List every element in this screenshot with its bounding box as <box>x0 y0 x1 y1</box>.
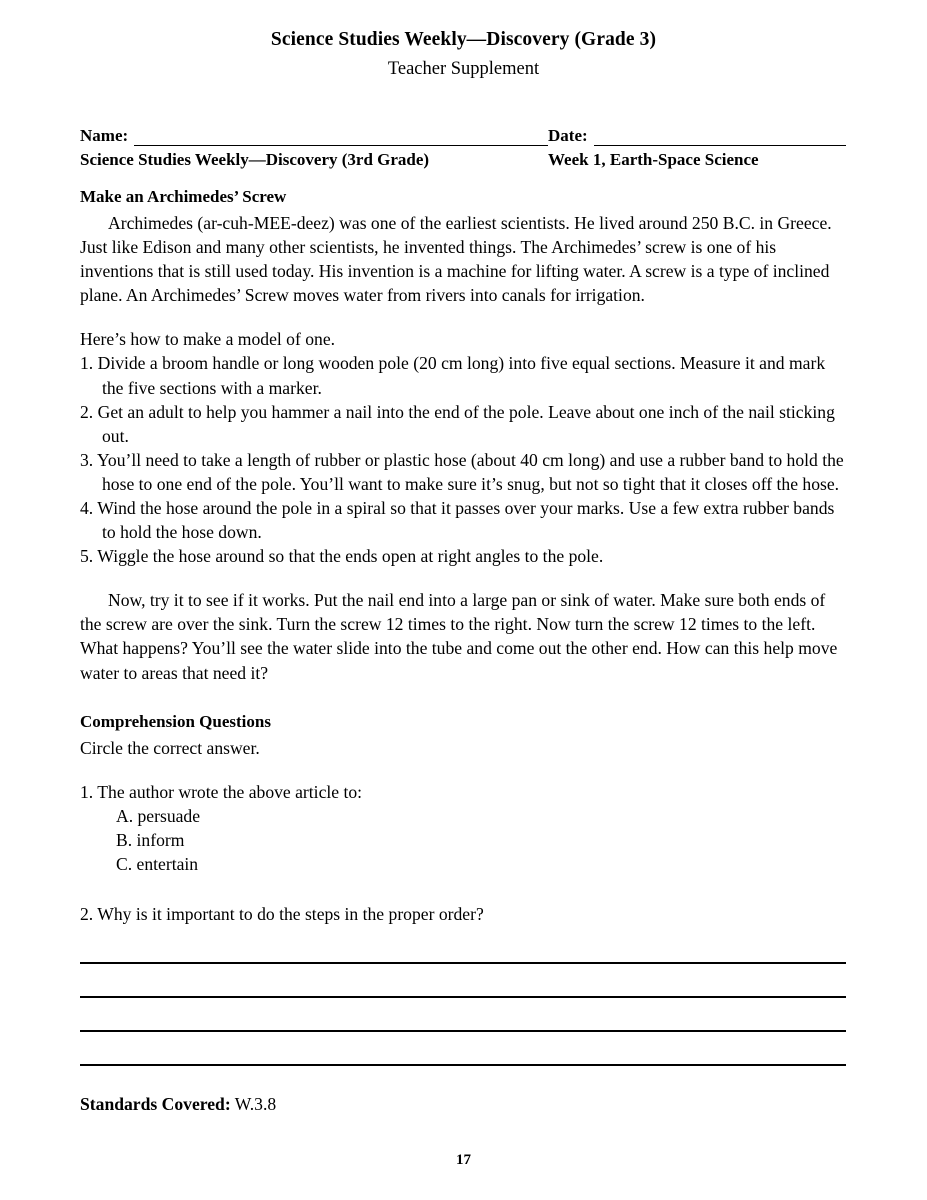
standards-label: Standards Covered: <box>80 1094 231 1114</box>
list-item <box>80 351 846 399</box>
step-number: 3. <box>80 449 94 470</box>
answer-line[interactable] <box>80 964 846 998</box>
question-2: 2. Why is it important to do the steps in the proper order? <box>80 904 484 925</box>
publication-info-row <box>80 150 846 170</box>
questions-list <box>80 780 846 926</box>
choice-a[interactable]: A. persuade <box>116 805 201 826</box>
step-text: You’ll need to take a length of rubber or plastic hose (about 40 cm long) and use a rubber band to hold the hose to one end of the pole. You’ll want to make sure it’s snug, but not so tight that it closes off the hose. <box>96 449 844 494</box>
question-1-choices <box>80 804 846 876</box>
date-input-rule[interactable] <box>594 128 846 146</box>
answer-line[interactable] <box>80 930 846 964</box>
list-item <box>80 544 846 568</box>
step-text: Wiggle the hose around so that the ends open at right angles to the pole. <box>97 546 604 567</box>
steps-list <box>80 351 846 568</box>
date-field-group <box>548 126 846 146</box>
week-line: Week 1, Earth-Space Science <box>548 150 759 169</box>
list-item <box>80 400 846 448</box>
step-number: 2. <box>80 401 94 422</box>
standards-covered <box>80 1093 276 1116</box>
comprehension-instruction: Circle the correct answer. <box>80 737 260 758</box>
spacer <box>80 876 846 902</box>
answer-line[interactable] <box>80 1032 846 1066</box>
name-field-group <box>80 126 548 146</box>
steps-lead-in: Here’s how to make a model of one. <box>80 329 336 350</box>
standards-value: W.3.8 <box>234 1094 277 1114</box>
list-item <box>80 496 846 544</box>
article-content <box>80 186 846 926</box>
spacer <box>80 685 846 711</box>
page-number: 17 <box>456 1152 471 1168</box>
choice-b[interactable]: B. inform <box>116 829 185 850</box>
document-subtitle: Teacher Supplement <box>387 59 540 80</box>
step-number: 4. <box>80 497 94 518</box>
name-input-rule[interactable] <box>134 128 548 146</box>
closing-paragraph: Now, try it to see if it works. Put the nail end into a large pan or sink of water. Make sure both ends of the screw are over the sink. Turn the screw 12 times to the right. Now turn the screw 12 times to the left. What happens? You’ll see the water slide into the tube and come out the other end. How can this help move water to areas that need it? <box>80 590 838 683</box>
question-1: 1. The author wrote the above article to: <box>80 781 363 802</box>
name-date-row <box>80 122 846 146</box>
step-text: Wind the hose around the pole in a spiral so that it passes over your marks. Use a few extra rubber bands to hold the hose down. <box>97 497 835 543</box>
answer-lines-group <box>80 930 846 1066</box>
comprehension-heading: Comprehension Questions <box>80 711 271 731</box>
publication-line: Science Studies Weekly—Discovery (3rd Grade) <box>80 150 430 169</box>
name-label: Name: <box>80 126 129 145</box>
date-label: Date: <box>548 126 588 145</box>
choice-c[interactable]: C. entertain <box>116 853 199 874</box>
answer-line[interactable] <box>80 998 846 1032</box>
step-number: 1. <box>80 353 94 374</box>
spacer <box>80 568 846 588</box>
step-text: Get an adult to help you hammer a nail into the end of the pole. Leave about one inch of the nail sticking out. <box>97 401 835 446</box>
intro-paragraph: Archimedes (ar-cuh-MEE-deez) was one of the earliest scientists. He lived around 250 B.C. in Greece. Just like Edison and many other scientists, he invented things. The Archimedes’ screw is one of his inventions that is still used today. His invention is a machine for lifting water. A screw is a type of inclined plane. An Archimedes’ Screw moves water from rivers into canals for irrigation. <box>80 212 832 306</box>
document-title: Science Studies Weekly—Discovery (Grade 3) <box>270 29 657 50</box>
step-number: 5. <box>80 546 94 567</box>
step-text: Divide a broom handle or long wooden pole (20 cm long) into five equal sections. Measure it and mark the five sections with a marker. <box>97 353 826 398</box>
masthead <box>0 28 927 81</box>
article-heading: Make an Archimedes’ Screw <box>80 187 287 206</box>
student-info-block <box>80 122 846 170</box>
spacer <box>80 760 846 780</box>
spacer <box>80 307 846 327</box>
list-item <box>80 448 846 496</box>
